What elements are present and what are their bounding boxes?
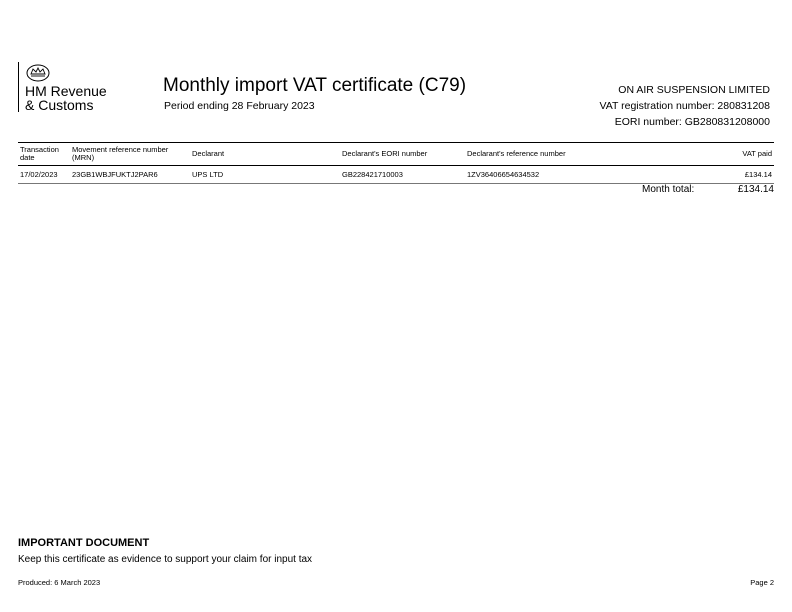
period-ending: Period ending 28 February 2023 (164, 100, 315, 112)
cell-declarant-eori: GB228421710003 (340, 166, 465, 184)
logo-line-2: & Customs (25, 97, 94, 113)
table-row (18, 166, 774, 184)
cell-vat-paid: £134.14 (665, 166, 774, 184)
vat-table (18, 142, 774, 184)
cell-declarant-reference: 1ZV36406654634532 (465, 166, 665, 184)
header-declarant: Declarant (190, 143, 340, 166)
vat-registration-number: VAT registration number: 280831208 (599, 100, 770, 112)
logo-line-1: HM Revenue (25, 83, 107, 99)
eori-number: EORI number: GB280831208000 (614, 116, 770, 128)
company-details (600, 82, 770, 130)
header-transaction-date: Transaction date (18, 143, 70, 166)
crown-crest-icon (25, 62, 51, 82)
month-total-label: Month total: (642, 184, 695, 195)
month-total-value: £134.14 (737, 184, 774, 195)
logo-divider (18, 62, 19, 112)
cell-mrn: 23GB1WBJFUKTJ2PAR6 (70, 166, 190, 184)
cell-transaction-date: 17/02/2023 (18, 166, 70, 184)
company-name: ON AIR SUSPENSION LIMITED (618, 84, 770, 96)
header-vat-paid: VAT paid (665, 143, 774, 166)
header-declarant-eori: Declarant's EORI number (340, 143, 465, 166)
important-heading: IMPORTANT DOCUMENT (18, 537, 150, 549)
header-mrn: Movement reference number (MRN) (70, 143, 190, 166)
document-title: Monthly import VAT certificate (C79) (163, 75, 467, 96)
produced-date: Produced: 6 March 2023 (18, 578, 101, 587)
page-number: Page 2 (750, 578, 774, 587)
important-text: Keep this certificate as evidence to support your claim for input tax (18, 554, 313, 565)
hmrc-logo (18, 62, 138, 114)
table-header-row (18, 143, 774, 166)
logo-text (25, 84, 107, 112)
cell-declarant: UPS LTD (190, 166, 340, 184)
header-declarant-reference: Declarant's reference number (465, 143, 665, 166)
